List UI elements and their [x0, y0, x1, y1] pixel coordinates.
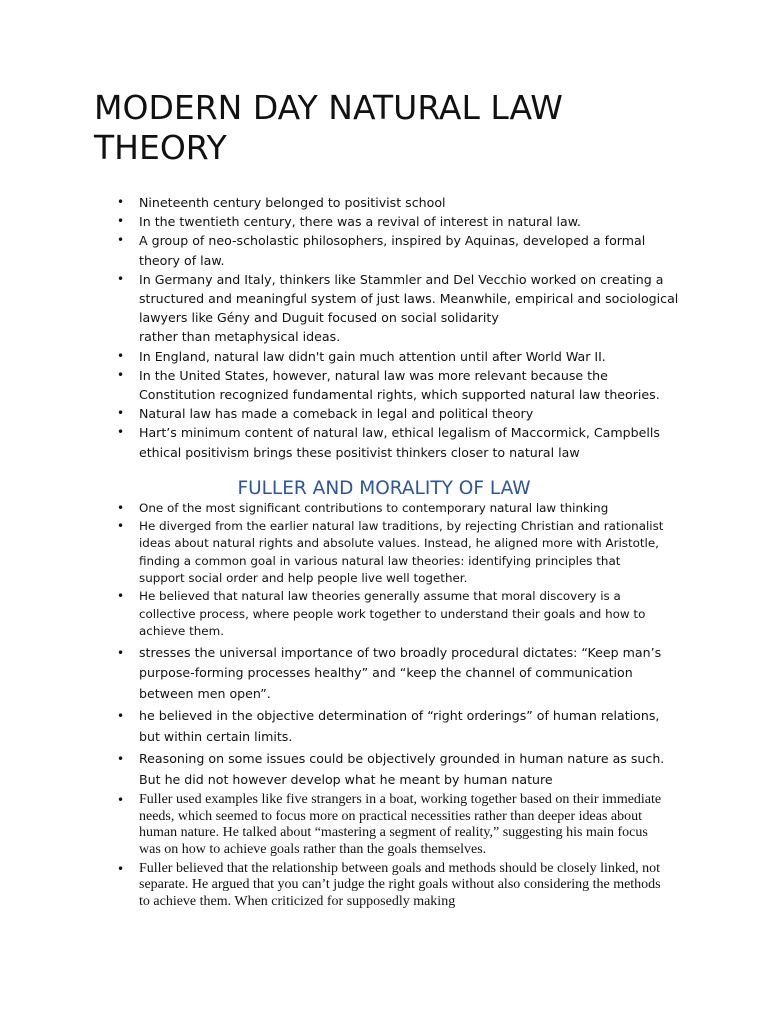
list-item-text: stresses the universal importance of two broadly procedural dictates: “Keep man’s purpose-forming processes healthy” and “keep the channel of communication between men open”.: [139, 644, 662, 701]
list-item-text: In England, natural law didn't gain much attention until after World War II.: [139, 348, 606, 364]
list-item: [117, 518, 669, 588]
bullet-icon: •: [117, 501, 125, 515]
list-item-text: In the United States, however, natural law was more relevant because the Constitution recognized fundamental rights, which supported natural law theories.: [139, 367, 660, 403]
list-item-text-continued: rather than metaphysical ideas.: [139, 329, 341, 345]
bullet-icon: •: [117, 214, 125, 229]
list-item: [117, 212, 679, 231]
list-item-text: he believed in the objective determination of “right orderings” of human relations, but within certain limits.: [139, 708, 660, 744]
list-item-text: In Germany and Italy, thinkers like Stammler and Del Vecchio worked on creating a structured and meaningful system of just laws. Meanwhile, empirical and sociological lawyers like Gény and Duguit focused on social solidarity: [139, 271, 679, 326]
bullet-icon: •: [117, 588, 125, 603]
list-item: [117, 500, 669, 518]
list-item: [117, 193, 679, 212]
list-item-text: One of the most significant contributions to contemporary natural law thinking: [139, 501, 609, 515]
list-item: [117, 706, 669, 747]
bullet-icon: •: [117, 271, 125, 286]
list-item: [117, 792, 669, 858]
list-item-text: In the twentieth century, there was a revival of interest in natural law.: [139, 214, 581, 230]
list-item-text: Reasoning on some issues could be objectively grounded in human nature as such. But he did not however develop what he meant by human nature: [139, 751, 665, 787]
bullet-icon: •: [117, 861, 125, 876]
list-item: [117, 749, 669, 790]
fuller-bullet-list: [117, 500, 669, 910]
bullet-icon: •: [117, 645, 125, 660]
section-heading: FULLER AND MORALITY OF LAW: [237, 478, 531, 499]
list-item-text: Natural law has made a comeback in legal and political theory: [139, 406, 534, 422]
list-item-text: He diverged from the earlier natural law traditions, by rejecting Christian and rationalist ideas about natural rights and absolute values. Instead, he aligned more with Aristotle, finding a common goal in various natural law theories: identifying principles that support social order and help people live well together.: [139, 518, 664, 586]
list-item-text: Fuller believed that the relationship between goals and methods should be closely linked, not separate. He argued that you can’t judge the right goals without also considering the methods to achieve them. When criticized for supposedly making: [139, 860, 661, 909]
intro-bullet-list: [117, 193, 679, 462]
list-item: [117, 423, 679, 461]
bullet-icon: •: [117, 367, 125, 382]
list-item: [117, 270, 679, 347]
list-item: [117, 588, 669, 641]
bullet-icon: •: [117, 793, 125, 808]
list-item-text: Nineteenth century belonged to positivist school: [139, 195, 446, 210]
list-item: [117, 347, 679, 366]
list-item: [117, 860, 669, 911]
bullet-icon: •: [117, 233, 125, 248]
list-item-text: A group of neo-scholastic philosophers, inspired by Aquinas, developed a formal theory of law.: [139, 233, 646, 268]
list-item-text: Hart’s minimum content of natural law, ethical legalism of Maccormick, Campbells ethical positivism brings these positivist thinkers closer to natural law: [139, 425, 660, 460]
list-item: [117, 404, 679, 423]
bullet-icon: •: [117, 348, 125, 363]
bullet-icon: •: [117, 425, 125, 440]
bullet-icon: •: [117, 752, 125, 767]
list-item: [117, 643, 669, 705]
document-title: MODERN DAY NATURAL LAW THEORY: [94, 88, 563, 167]
list-item-text: He believed that natural law theories generally assume that moral discovery is a collective process, where people work together to understand their goals and how to achieve them.: [139, 588, 646, 639]
list-item: [117, 231, 679, 269]
bullet-icon: •: [117, 518, 125, 533]
bullet-icon: •: [117, 406, 125, 421]
list-item: [117, 366, 679, 404]
bullet-icon: •: [117, 195, 125, 209]
bullet-icon: •: [117, 709, 125, 724]
list-item-text: Fuller used examples like five strangers in a boat, working together based on their immediate needs, which seemed to focus more on practical necessities rather than deeper ideas about human nature. He talked about “mastering a segment of reality,” suggesting his main focus was on how to achieve goals rather than the goals themselves.: [139, 792, 662, 858]
